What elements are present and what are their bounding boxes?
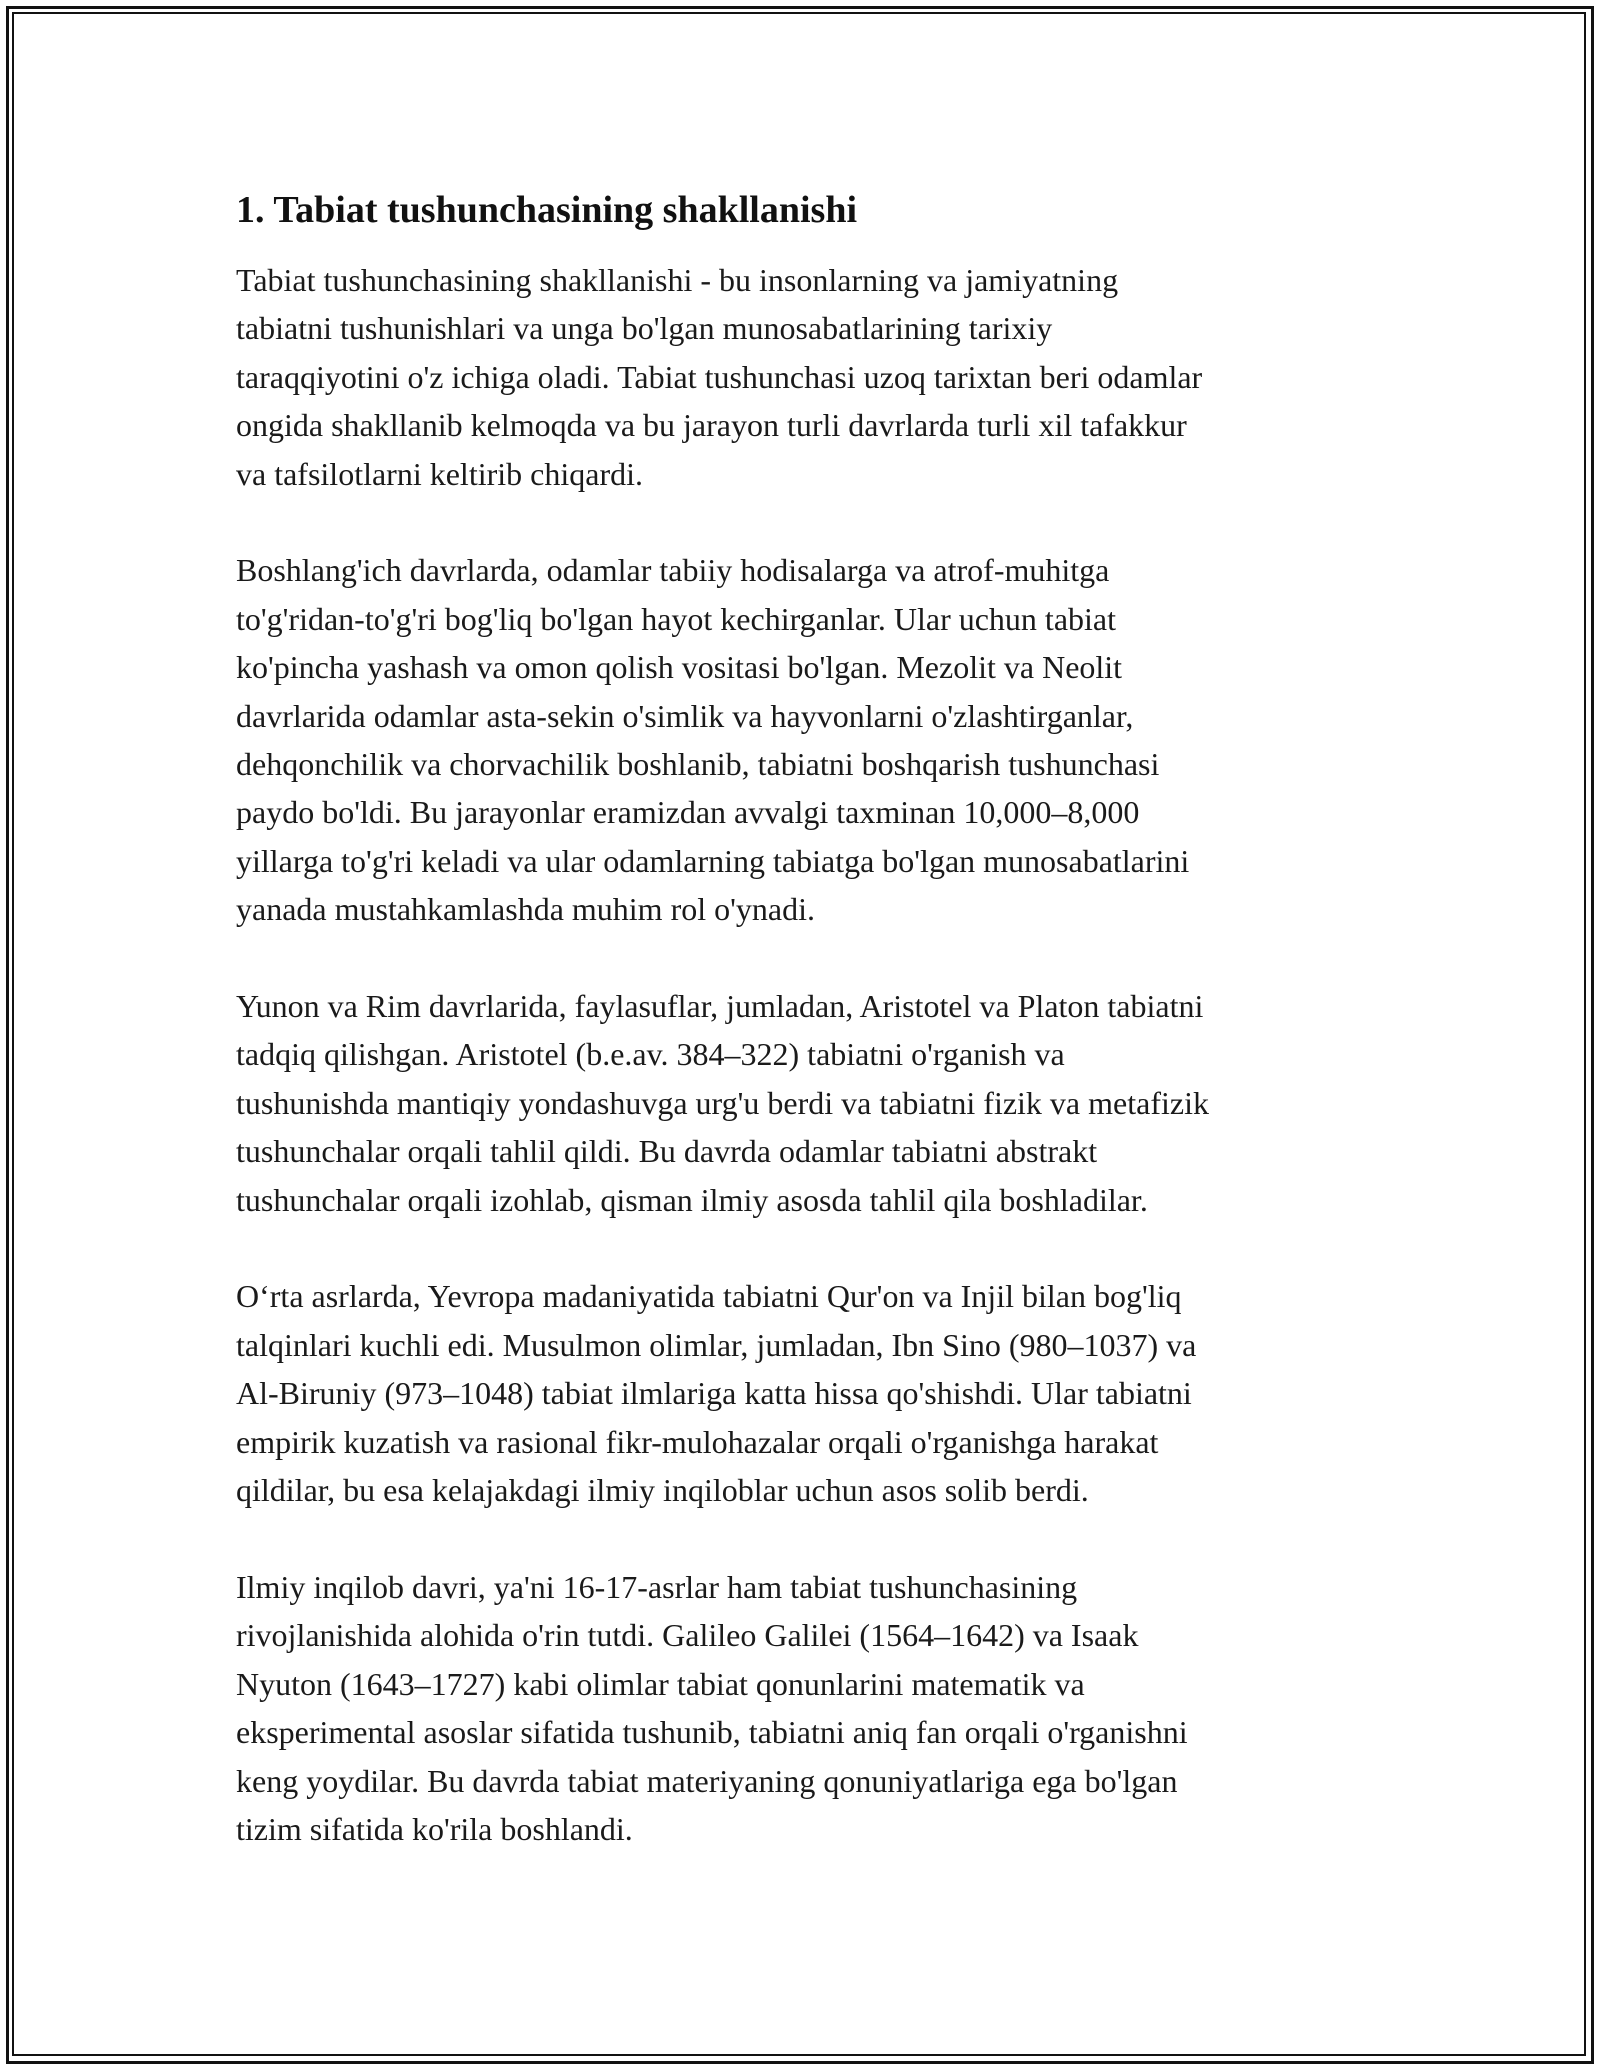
text-line: Boshlang'ich davrlarda, odamlar tabiiy hodisalarga va atrof-muhitga <box>236 552 1110 589</box>
text-line: tushunchalar orqali tahlil qildi. Bu davrda odamlar tabiatni abstrakt <box>236 1133 1098 1170</box>
paragraph-scientific-revolution <box>236 1563 1376 1853</box>
text-line: Tabiat tushunchasining shakllanishi - bu insonlarning va jamiyatning <box>236 262 1119 298</box>
text-line: Nyuton (1643–1727) kabi olimlar tabiat qonunlarini matematik va <box>236 1665 1085 1702</box>
text-line: rivojlanishida alohida o'rin tutdi. Galileo Galilei (1564–1642) va Isaak <box>236 1617 1139 1654</box>
text-line: Ilmiy inqilob davri, ya'ni 16-17-asrlar ham tabiat tushunchasining <box>236 1568 1078 1605</box>
text-line: paydo bo'ldi. Bu jarayonlar eramizdan avvalgi taxminan 10,000–8,000 <box>236 794 1140 831</box>
text-line: davrlarida odamlar asta-sekin o'simlik va hayvonlarni o'zlashtirganlar, <box>236 697 1134 734</box>
text-line: tushunchalar orqali izohlab, qisman ilmiy asosda tahlil qila boshladilar. <box>236 1181 1148 1218</box>
text-line: tabiatni tushunishlari va unga bo'lgan munosabatlarining tarixiy <box>236 310 1053 347</box>
text-line: yanada mustahkamlashda muhim rol o'ynadi. <box>236 891 815 928</box>
text-line: to'g'ridan-to'g'ri bog'liq bo'lgan hayot kechirganlar. Ular uchun tabiat <box>236 600 1116 637</box>
text-line: Al-Biruniy (973–1048) tabiat ilmlariga katta hissa qo'shishdi. Ular tabiatni <box>236 1375 1192 1412</box>
paragraph-intro <box>236 256 1376 498</box>
text-line: Yunon va Rim davrlarida, faylasuflar, jumladan, Aristotel va Platon tabiatni <box>236 988 1204 1025</box>
text-line: va tafsilotlarni keltirib chiqardi. <box>236 455 643 492</box>
page-title: 1. Tabiat tushunchasining shakllanishi <box>236 189 858 231</box>
text-line: yillarga to'g'ri keladi va ular odamlarning tabiatga bo'lgan munosabatlarini <box>236 842 1190 879</box>
text-line: ongida shakllanib kelmoqda va bu jarayon turli davrlarda turli xil tafakkur <box>236 407 1187 444</box>
text-line: empirik kuzatish va rasional fikr-mulohazalar orqali o'rganishga harakat <box>236 1423 1159 1460</box>
text-line: tadqiq qilishgan. Aristotel (b.e.av. 384–322) tabiatni o'rganish va <box>236 1036 1065 1073</box>
paragraph-early-periods <box>236 546 1376 933</box>
document-body <box>236 186 1376 1902</box>
text-line: ko'pincha yashash va omon qolish vositasi bo'lgan. Mezolit va Neolit <box>236 649 1123 686</box>
text-line: taraqqiyotini o'z ichiga oladi. Tabiat tushunchasi uzoq tarixtan beri odamlar <box>236 358 1203 395</box>
text-line: eksperimental asoslar sifatida tushunib, tabiatni aniq fan orqali o'rganishni <box>236 1714 1188 1751</box>
text-line: qildilar, bu esa kelajakdagi ilmiy inqiloblar uchun asos solib berdi. <box>236 1472 1089 1509</box>
text-line: tushunishda mantiqiy yondashuvga urg'u berdi va tabiatni fizik va metafizik <box>236 1084 1209 1121</box>
paragraph-greek-roman <box>236 982 1376 1224</box>
text-line: tizim sifatida ko'rila boshlandi. <box>236 1810 633 1847</box>
text-line: dehqonchilik va chorvachilik boshlanib, tabiatni boshqarish tushunchasi <box>236 746 1160 783</box>
text-line: O‘rta asrlarda, Yevropa madaniyatida tabiatni Qur'on va Injil bilan bog'liq <box>236 1278 1182 1315</box>
paragraph-middle-ages <box>236 1272 1376 1514</box>
text-line: keng yoydilar. Bu davrda tabiat materiyaning qonuniyatlariga ega bo'lgan <box>236 1762 1178 1799</box>
text-line: talqinlari kuchli edi. Musulmon olimlar, jumladan, Ibn Sino (980–1037) va <box>236 1326 1197 1363</box>
